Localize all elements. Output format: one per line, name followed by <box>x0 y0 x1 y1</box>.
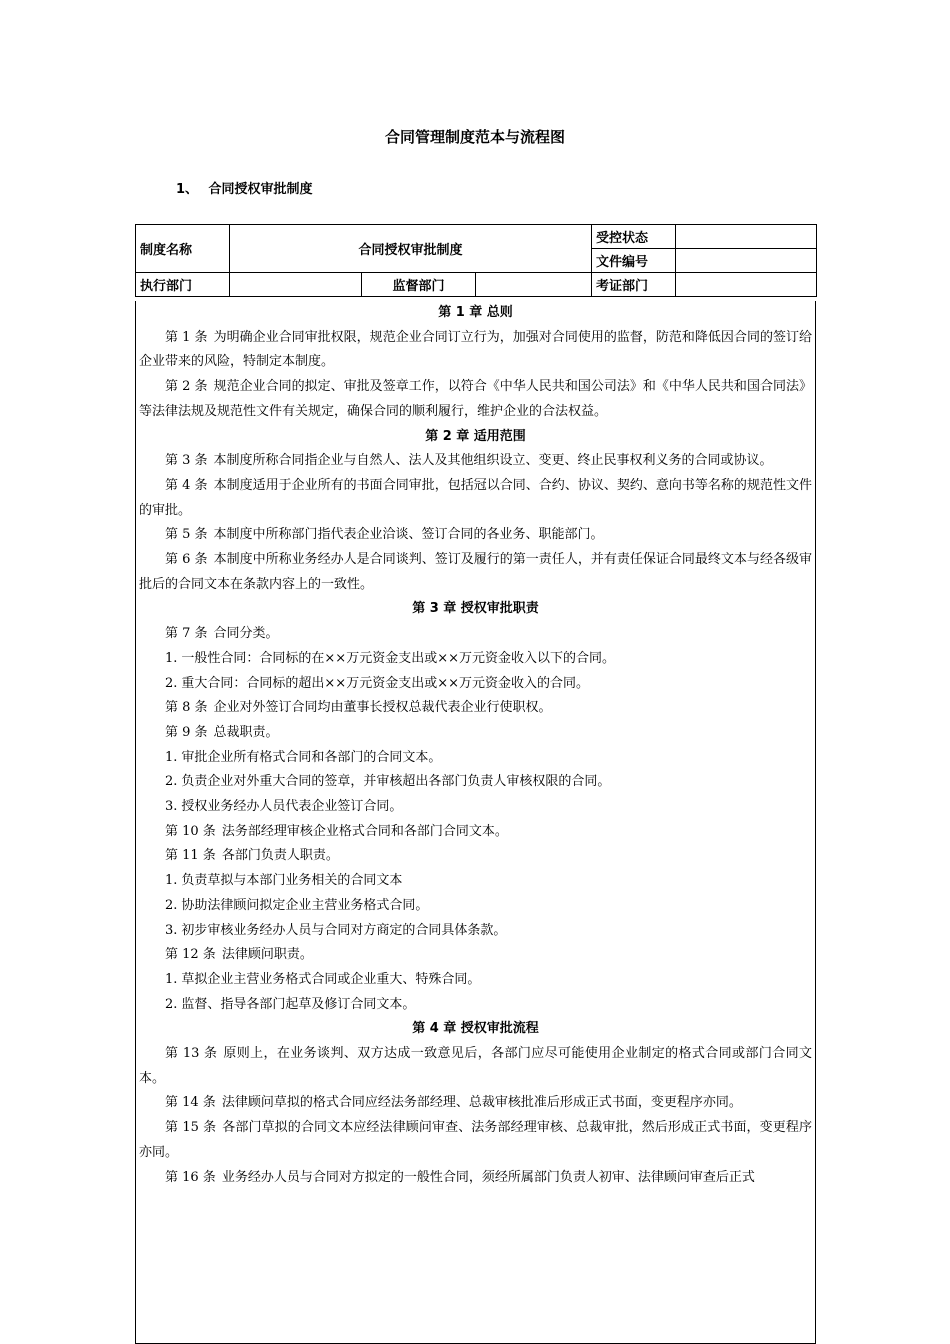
article-text: 法律顾问草拟的格式合同应经法务部经理、总裁审核批准后形成正式书面，变更程序亦同。 <box>221 1095 742 1111</box>
policy-body-content <box>136 301 815 1190</box>
list-item-number: 1. <box>165 873 178 889</box>
section-heading <box>176 178 313 197</box>
list-item <box>139 968 812 993</box>
article-number: 第 15 条 <box>165 1120 217 1136</box>
list-item-number: 2. <box>165 774 178 790</box>
article-text: 为明确企业合同审批权限，规范企业合同订立行为，加强对合同使用的监督，防范和降低因合同的签订给企业带来的风险，特制定本制度。 <box>139 329 812 370</box>
list-item <box>139 647 812 672</box>
section-number: 1、 <box>176 182 199 197</box>
article-paragraph <box>139 449 812 474</box>
article-paragraph <box>139 326 812 375</box>
article-number: 第 3 条 <box>165 453 208 469</box>
list-item-text: 协助法律顾问拟定企业主营业务格式合同。 <box>181 897 429 913</box>
article-paragraph <box>139 721 812 746</box>
article-text: 各部门草拟的合同文本应经法律顾问审查、法务部经理审核、总裁审批，然后形成正式书面，变更程序亦同。 <box>139 1120 812 1160</box>
policy-name-value: 合同授权审批制度 <box>230 225 592 273</box>
article-number: 第 8 条 <box>165 700 208 716</box>
exec-dept-value <box>230 273 362 297</box>
article-number: 第 4 条 <box>165 477 208 493</box>
article-text: 总裁职责。 <box>213 724 279 740</box>
list-item <box>139 672 812 697</box>
list-item-text: 负责草拟与本部门业务相关的合同文本 <box>181 873 403 889</box>
article-paragraph <box>139 943 812 968</box>
list-item-number: 2. <box>165 996 178 1012</box>
article-number: 第 12 条 <box>165 947 216 963</box>
article-number: 第 10 条 <box>165 823 216 839</box>
article-text: 规范企业合同的拟定、审批及签章工作，以符合《中华人民共和国公司法》和《中华人民共和国合同法》等法律法规及规范性文件有关规定，确保合同的顺利履行，维护企业的合法权益。 <box>139 379 812 419</box>
list-item-number: 1. <box>165 971 178 987</box>
article-number: 第 11 条 <box>165 848 216 864</box>
list-item-text: 监督、指导各部门起草及修订合同文本。 <box>181 996 416 1012</box>
article-number: 第 14 条 <box>165 1095 216 1111</box>
document-number-label: 文件编号 <box>592 249 676 273</box>
article-paragraph <box>139 523 812 548</box>
article-paragraph <box>139 622 812 647</box>
list-item-text: 草拟企业主营业务格式合同或企业重大、特殊合同。 <box>181 971 481 987</box>
article-paragraph <box>139 1042 812 1091</box>
article-text: 原则上，在业务谈判、双方达成一致意见后，各部门应尽可能使用企业制定的格式合同或部门合同文本。 <box>139 1046 812 1086</box>
list-item-text: 重大合同：合同标的超出××万元资金支出或××万元资金收入的合同。 <box>181 675 589 691</box>
list-item-text: 初步审核业务经办人员与合同对方商定的合同具体条款。 <box>181 922 507 938</box>
article-number: 第 9 条 <box>165 724 208 740</box>
list-item <box>139 795 812 820</box>
article-number: 第 1 条 <box>165 329 208 345</box>
policy-body <box>135 301 816 1344</box>
list-item-number: 3. <box>165 799 178 815</box>
list-item <box>139 919 812 944</box>
article-text: 本制度中所称部门指代表企业洽谈、签订合同的各业务、职能部门。 <box>213 527 604 543</box>
list-item <box>139 770 812 795</box>
article-text: 法律顾问职责。 <box>221 947 313 963</box>
article-number: 第 13 条 <box>165 1046 218 1062</box>
article-paragraph <box>139 696 812 721</box>
article-paragraph <box>139 1116 812 1165</box>
article-number: 第 5 条 <box>165 527 208 543</box>
article-paragraph <box>139 1166 812 1191</box>
article-paragraph <box>139 474 812 523</box>
list-item-number: 1. <box>165 650 178 666</box>
supervise-dept-label: 监督部门 <box>362 273 476 297</box>
audit-dept-value <box>676 273 817 297</box>
article-number: 第 16 条 <box>165 1169 216 1185</box>
chapter-heading: 第 4 章 授权审批流程 <box>412 1021 539 1037</box>
control-status-label: 受控状态 <box>592 225 676 249</box>
article-paragraph <box>139 375 812 424</box>
article-paragraph <box>139 844 812 869</box>
document-title: 合同管理制度范本与流程图 <box>384 128 565 146</box>
list-item-text: 一般性合同：合同标的在××万元资金支出或××万元资金收入以下的合同。 <box>181 650 615 666</box>
chapter-heading: 第 2 章 适用范围 <box>425 428 526 444</box>
chapter-heading: 第 1 章 总则 <box>438 305 513 320</box>
exec-dept-label: 执行部门 <box>136 273 230 297</box>
article-number: 第 2 条 <box>165 379 208 395</box>
control-status-value <box>676 225 817 249</box>
article-text: 业务经办人员与合同对方拟定的一般性合同，须经所属部门负责人初审、法律顾问审查后正式 <box>221 1169 755 1185</box>
article-text: 企业对外签订合同均由董事长授权总裁代表企业行使职权。 <box>213 700 552 716</box>
article-text: 各部门负责人职责。 <box>221 848 339 864</box>
list-item-number: 1. <box>165 749 178 765</box>
article-text: 合同分类。 <box>213 626 279 642</box>
supervise-dept-value <box>476 273 592 297</box>
list-item <box>139 993 812 1018</box>
list-item <box>139 894 812 919</box>
article-text: 本制度中所称业务经办人是合同谈判、签订及履行的第一责任人，并有责任保证合同最终文本与经各级审批后的合同文本在条款内容上的一致性。 <box>139 552 812 592</box>
list-item-number: 2. <box>165 675 178 691</box>
list-item <box>139 746 812 771</box>
list-item-text: 授权业务经办人员代表企业签订合同。 <box>181 799 403 815</box>
list-item-text: 审批企业所有格式合同和各部门的合同文本。 <box>181 749 442 765</box>
list-item-number: 3. <box>165 922 178 938</box>
section-title: 合同授权审批制度 <box>208 182 313 197</box>
list-item <box>139 869 812 894</box>
chapter-heading: 第 3 章 授权审批职责 <box>412 601 539 617</box>
article-number: 第 7 条 <box>165 626 208 642</box>
article-paragraph <box>139 820 812 845</box>
article-text: 本制度适用于企业所有的书面合同审批，包括冠以合同、合约、协议、契约、意向书等名称的规范性文件的审批。 <box>139 477 812 518</box>
list-item-number: 2. <box>165 897 178 913</box>
list-item-text: 负责企业对外重大合同的签章，并审核超出各部门负责人审核权限的合同。 <box>181 774 611 790</box>
article-paragraph <box>139 1091 812 1116</box>
document-number-value <box>676 249 817 273</box>
audit-dept-label: 考证部门 <box>592 273 676 297</box>
article-text: 法务部经理审核企业格式合同和各部门合同文本。 <box>221 823 508 839</box>
policy-meta-table <box>135 224 817 297</box>
article-number: 第 6 条 <box>165 552 208 567</box>
article-paragraph <box>139 548 812 597</box>
article-text: 本制度所称合同指企业与自然人、法人及其他组织设立、变更、终止民事权利义务的合同或协议。 <box>213 453 773 469</box>
policy-name-label: 制度名称 <box>136 225 230 273</box>
